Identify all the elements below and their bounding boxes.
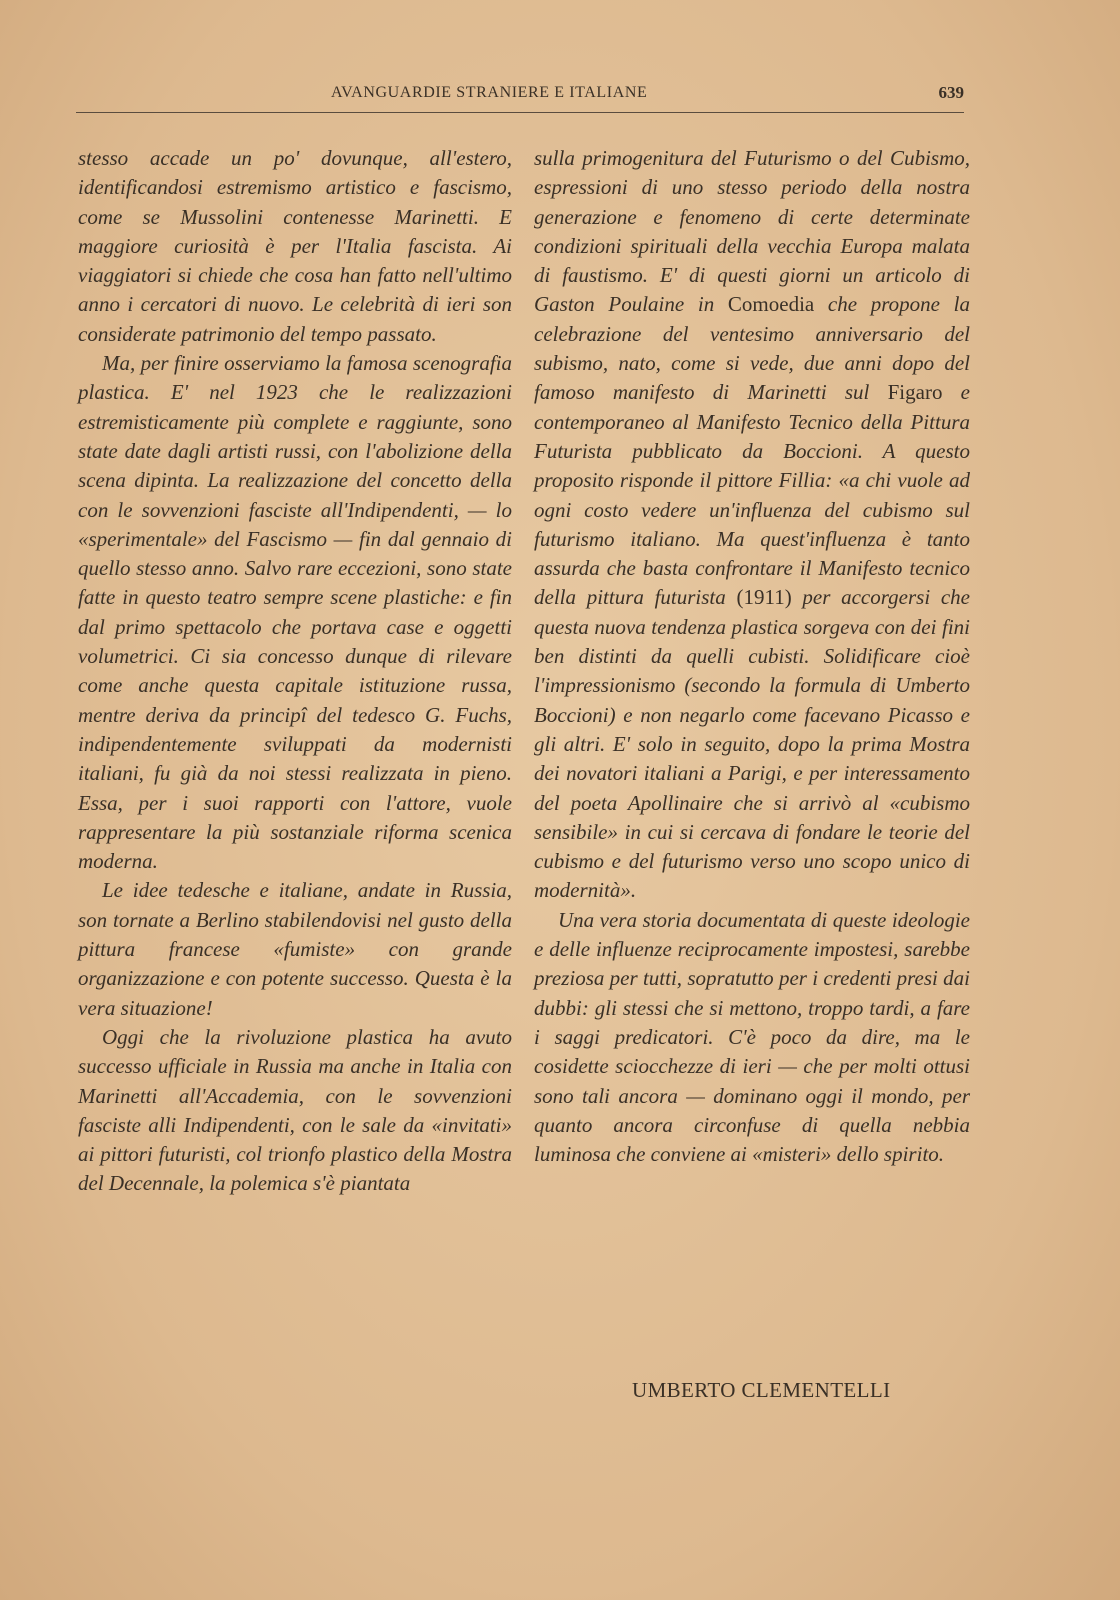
author-signature: UMBERTO CLEMENTELLI	[632, 1378, 891, 1402]
year-reference: (1911)	[736, 585, 792, 610]
right-column	[534, 144, 970, 1169]
running-header	[76, 82, 964, 113]
paragraph: Una vera storia documentata di queste ideologie e delle influenze reciprocamente impostesi, sarebbe preziosa per tutti, sopratutto per i credenti presi dai dubbi: gli stessi che si mettono, troppo tardi, a fare i saggi predicatori. C'è poco da dire, ma le cosidette sciocchezze di ieri — che per molti ottusi sono tali ancora — dominano oggi il mondo, per quanto ancora circonfuse di quella nebbia luminosa che conviene ai «misteri» dello spirito.	[534, 907, 970, 1167]
text-run: che propone la celebrazione del ventesimo anniversario del subismo, nato, come si vede, due anni dopo del famoso manifesto di Marinetti sul	[534, 292, 970, 405]
left-column	[78, 144, 512, 1199]
publication-title-comoedia: Comoedia	[727, 292, 815, 317]
publication-title-figaro: Figaro	[887, 380, 943, 405]
paragraph: Le idee tedesche e italiane, andate in Russia, son tornate a Berlino stabilendovisi nel gusto della pittura francese «fumiste» con grande organizzazione e con potente successo. Questa è la vera situazione!	[78, 878, 512, 1020]
paragraph: Ma, per finire osserviamo la famosa scenografia plastica. E' nel 1923 che le realizzazioni estremisticamente più complete e raggiunte, sono state date dagli artisti russi, con l'abolizione della scena dipinta. La realizzazione del concetto della con le sovvenzioni fasciste all'Indipendenti, — lo «sperimentale» del Fascismo — fin dal gennaio di quello stesso anno. Salvo rare eccezioni, sono state fatte in questo teatro sempre scene plastiche: e fin dal primo spettacolo che portava case e oggetti volumetrici. Ci sia concesso dunque di rilevare come anche questa capitale istituzione russa, mentre deriva da principî del tedesco G. Fuchs, indipendentemente sviluppati da modernisti italiani, fu già da noi stessi realizzata in pieno. Essa, per i suoi rapporti con l'attore, vuole rappresentare la più sostanziale riforma scenica moderna.	[78, 351, 512, 874]
text-run: sulla primogenitura del Futurismo o del Cubismo, espressioni di uno stesso periodo della nostra generazione e fenomeno di certe determinate condizioni spirituali della vecchia Europa malata di faustismo. E' di questi giorni un articolo di Gaston Poulaine in	[534, 146, 970, 317]
text-run: e contemporaneo al Manifesto Tecnico della Pittura Futurista pubblicato da Boccioni. A questo proposito risponde il pittore Fillia: «a chi vuole ad ogni costo vedere un'influenza del cubismo sul futurismo italiano. Ma quest'influenza è tanto assurda che basta confrontare il Manifesto tecnico della pittura futurista	[534, 380, 970, 610]
text-run: per accorgersi che questa nuova tendenza plastica sorgeva con dei fini ben distinti da quelli cubisti. Solidificare cioè l'impressionismo (secondo la formula di Umberto Boccioni) e non negarlo come facevano Picasso e gli altri. E' solo in seguito, dopo la prima Mostra dei novatori italiani a Parigi, e per interessamento del poeta Apollinaire che si arrivò al «cubismo sensibile» in cui si cercava di fondare le teorie del cubismo e del futurismo verso uno scopo unico di modernità».	[534, 585, 970, 903]
page-number: 639	[938, 83, 964, 102]
paragraph: Oggi che la rivoluzione plastica ha avuto successo ufficiale in Russia ma anche in Italia con Marinetti all'Accademia, con le sovvenzioni fasciste alli Indipendenti, con le sale da «invitati» ai pittori futuristi, col trionfo plastico della Mostra del Decennale, la polemica s'è piantata	[78, 1024, 512, 1196]
paragraph: stesso accade un po' dovunque, all'estero, identificandosi estremismo artistico e fascismo, come se Mussolini contenesse Marinetti. E maggiore curiosità è per l'Italia fascista. Ai viaggiatori si chiede che cosa han fatto nell'ultimo anno i cercatori di nuovo. Le celebrità di ieri son considerate patrimonio del tempo passato.	[78, 146, 512, 346]
paragraph	[534, 144, 970, 906]
running-title: AVANGUARDIE STRANIERE E ITALIANE	[331, 84, 648, 101]
